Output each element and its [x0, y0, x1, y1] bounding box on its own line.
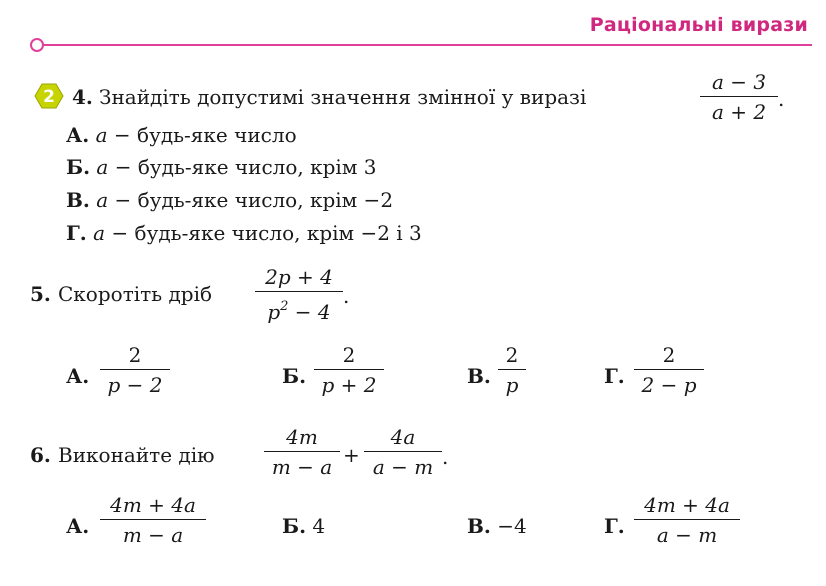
q6-fraction-2-denominator: a − m	[372, 455, 434, 479]
q4-option-a	[66, 123, 297, 147]
q5-option-a-letter: А.	[66, 364, 90, 388]
q5-fraction	[255, 265, 343, 324]
q4-option-c-text: − будь-яке число, крім −2	[114, 188, 394, 212]
q4-option-a-var: a	[95, 123, 108, 147]
q5-option-c-letter: В.	[467, 364, 491, 388]
q4-option-c-var: a	[96, 188, 109, 212]
difficulty-level-icon	[34, 83, 64, 109]
q4-option-d-letter: Г.	[66, 221, 87, 245]
q4-fraction-denominator: a + 2	[711, 100, 767, 124]
q4-option-b-text: − будь-яке число, крім 3	[114, 155, 377, 179]
q4-option-d-var: a	[93, 221, 106, 245]
q4-option-a-text: − будь-яке число	[113, 123, 297, 147]
q4-option-d	[66, 221, 422, 245]
q5-option-a-fraction: $\frac{2}{p - 2}$	[100, 343, 170, 397]
q6-option-d-fraction: $\frac{4m + 4a}{a - m}$	[634, 493, 740, 547]
q6-option-b: Б. 4	[282, 514, 326, 538]
q4-period: .	[778, 87, 785, 111]
q5-option-d-letter: Г.	[604, 364, 625, 388]
q4-fraction-numerator: a − 3	[700, 70, 778, 97]
q5-option-c-fraction: $\frac{2}{p}$	[498, 343, 526, 397]
q4-option-d-text: − будь-яке число, крім −2 і 3	[111, 221, 422, 245]
q4-option-b	[66, 155, 376, 179]
q6-fraction-1-denominator: m − a	[271, 455, 333, 479]
q6-option-c: В. −4	[467, 514, 527, 538]
q6-option-a-letter: А.	[66, 514, 90, 538]
q6-option-a-fraction: $\frac{4m + 4a}{m - a}$	[100, 493, 206, 547]
q5-option-b-fraction: $\frac{2}{p + 2}$	[314, 343, 384, 397]
q4-option-c-letter: В.	[66, 188, 90, 212]
q5-number: 5.	[30, 282, 51, 306]
q4-option-b-var: a	[96, 155, 109, 179]
difficulty-level-number: 2	[43, 87, 55, 107]
q4-option-a-letter: А.	[66, 123, 90, 147]
q6-fraction-2	[364, 425, 442, 479]
q6-fraction-2-numerator: 4a	[364, 425, 442, 452]
q5-option-d-fraction: $\frac{2}{2 - p}$	[634, 343, 704, 397]
q6-fraction-1	[264, 425, 340, 479]
q5-option-b-letter: Б.	[282, 364, 307, 388]
header-rule-dot	[30, 38, 44, 52]
q4-text: Знайдіть допустимі значення змінної у виразі	[99, 85, 587, 109]
q5-fraction-numerator: 2p + 4	[255, 265, 343, 292]
q4-number: 4.	[72, 85, 93, 109]
q6-fraction-1-numerator: 4m	[264, 425, 340, 452]
q6-option-d-letter: Г.	[604, 514, 625, 538]
q4-fraction	[700, 70, 778, 124]
q4-option-c	[66, 188, 393, 212]
section-title: Раціональні вирази	[589, 14, 808, 36]
q6-period: .	[442, 445, 449, 469]
q6-text: Виконайте дію	[58, 443, 215, 467]
q5-text: Скоротіть дріб	[58, 282, 213, 306]
q4-option-b-letter: Б.	[66, 155, 91, 179]
q5-period: .	[343, 284, 350, 308]
header-rule	[36, 44, 812, 46]
q5-fraction-denominator: $p^2 - 4$	[267, 299, 331, 324]
q6-plus: +	[343, 443, 360, 467]
q6-number: 6.	[30, 443, 51, 467]
